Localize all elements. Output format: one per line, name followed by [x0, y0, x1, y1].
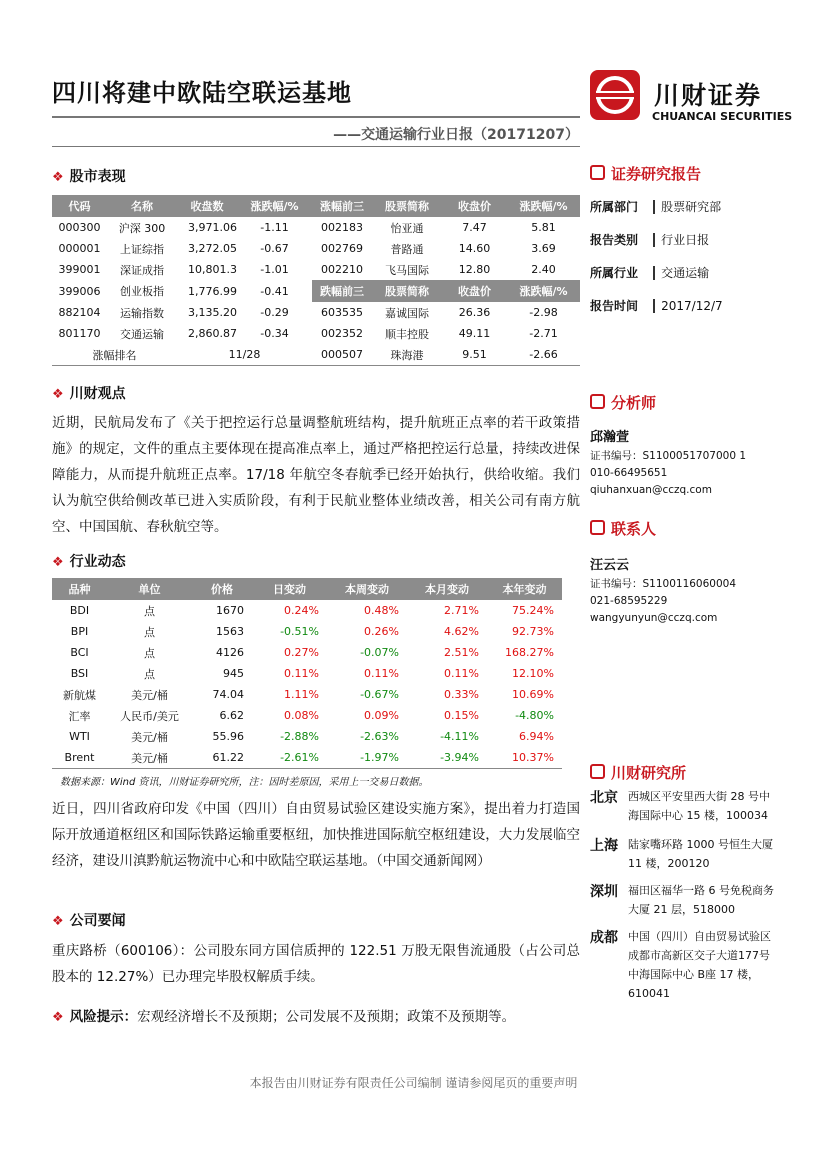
table-row — [52, 323, 580, 344]
info-value: 股票研究部 — [653, 200, 721, 214]
table-cell: 002210 — [321, 263, 363, 276]
page-subtitle: ——交通运输行业日报（20171207） — [333, 127, 579, 143]
table-cell: 0.26% — [364, 625, 399, 638]
rank-value: 11/28 — [228, 348, 261, 361]
analyst-phone: 010-66495651 — [590, 467, 668, 479]
title-divider — [52, 116, 580, 118]
table-cell: 美元/桶 — [131, 730, 168, 744]
table-cell: 14.60 — [458, 242, 491, 255]
table-row — [52, 600, 562, 621]
table-cell: 点 — [144, 667, 155, 681]
office-list — [590, 787, 795, 1003]
table-cell: 000300 — [58, 221, 101, 234]
table-cell: 002352 — [321, 327, 363, 340]
info-value: 行业日报 — [653, 233, 709, 247]
diamond-bullet-icon: ❖ — [52, 555, 64, 570]
table-cell: 0.24% — [284, 604, 319, 617]
rank-label: 涨幅排名 — [92, 348, 137, 362]
col-header: 本周变动 — [327, 578, 407, 600]
analyst-name: 邱瀚萱 — [590, 430, 630, 445]
table-cell: 75.24% — [512, 604, 554, 617]
col-header: 本月变动 — [407, 578, 487, 600]
table-cell: 1.11% — [284, 688, 319, 701]
contact-heading: 联系人 — [590, 518, 656, 539]
table-cell: 创业板指 — [120, 285, 164, 298]
col-header: 收盘数 — [177, 195, 237, 217]
diamond-bullet-icon: ❖ — [52, 387, 64, 402]
office-address: 中国（四川）自由贸易试验区 成都市高新区交子大道177号 中海国际中心 B座 17 楼， 610041 — [628, 930, 771, 1000]
office-address: 西城区平安里西大街 28 号中 海国际中心 15 楼，100034 — [628, 790, 770, 822]
table-cell: -2.71 — [529, 327, 558, 340]
col-header: 单位 — [107, 578, 192, 600]
table-cell: -0.67% — [360, 688, 399, 701]
table-cell: 3,135.20 — [188, 306, 237, 319]
table-cell: WTI — [69, 730, 90, 743]
section-industry-heading: ❖ 行业动态 — [52, 554, 126, 570]
info-row — [590, 196, 790, 229]
table-cell: 2.51% — [444, 646, 479, 659]
contact-cert: 证书编号：S1100116060004 — [590, 578, 737, 590]
table-cell: 801170 — [58, 327, 101, 340]
table-cell: 2.40 — [531, 263, 556, 276]
info-key: 所属部门 — [590, 200, 639, 214]
table-cell: -0.41 — [260, 284, 289, 298]
col-header: 涨跌幅/% — [507, 280, 580, 302]
risk-text: 宏观经济增长不及预期；公司发展不及预期；政策不及预期等。 — [137, 1009, 516, 1025]
table-cell: 399006 — [58, 284, 101, 298]
table-cell: 12.10% — [512, 667, 554, 680]
square-bullet-icon — [590, 764, 605, 779]
table-cell: 飞马国际 — [385, 263, 429, 277]
table-cell: BDI — [69, 604, 90, 617]
table-cell: -0.07% — [360, 646, 399, 659]
industry-table-header — [52, 578, 562, 600]
table-cell: 美元/桶 — [131, 751, 168, 765]
table-cell: 新航煤 — [63, 688, 96, 702]
table-cell: 10.69% — [512, 688, 554, 701]
table-cell: 3,272.05 — [188, 242, 237, 255]
table-cell: -2.88% — [280, 730, 319, 743]
table-cell: 0.11% — [284, 667, 319, 680]
office-city: 北京 — [590, 790, 618, 806]
market-table-header — [52, 195, 580, 217]
table-cell: 000001 — [58, 242, 101, 255]
table-cell: 沪深 300 — [118, 221, 166, 235]
table-cell: 普路通 — [390, 242, 424, 256]
table-cell: 92.73% — [512, 625, 554, 638]
table-cell: 002183 — [321, 221, 363, 234]
col-header: 本年变动 — [487, 578, 562, 600]
view-paragraph: 近期，民航局发布了《关于把控运行总量调整航班结构，提升航班正点率的若干政策措施》的规定，文件的重点主要体现在提高准点率上，通过严格把控运行总量，持续改进保障能力，从而提升航班正点率。17/18 年航空冬春航季已经开始执行，供给收缩。我们认为航空供给侧改革已进入实质阶段，有利于民航业整体业绩改善，相关公司有南方航空、中国国航、春秋航空等。 — [52, 415, 580, 535]
table-row — [52, 642, 562, 663]
table-row — [52, 684, 562, 705]
col-header: 涨幅前三 — [312, 195, 372, 217]
col-header: 代码 — [52, 195, 107, 217]
table-cell: 0.27% — [284, 646, 319, 659]
table-cell: 交通运输 — [120, 327, 164, 341]
table-row — [52, 217, 580, 238]
table-cell: -4.11% — [440, 730, 479, 743]
table-cell: 399001 — [58, 263, 101, 276]
col-header: 股票简称 — [372, 280, 442, 302]
square-bullet-icon — [590, 394, 605, 409]
table-row — [52, 705, 562, 726]
table-cell: 汇率 — [68, 709, 91, 723]
brand-name-en: CHUANCAI SECURITIES — [652, 110, 793, 123]
table-cell: 点 — [144, 604, 155, 618]
table-cell: 6.62 — [219, 709, 244, 722]
info-row — [590, 229, 790, 262]
contact-name: 汪云云 — [590, 558, 630, 573]
office-item — [590, 835, 795, 881]
col-header: 股票简称 — [372, 195, 442, 217]
table-row — [52, 259, 580, 280]
table-cell: BPI — [70, 625, 89, 638]
table-cell: -2.66 — [529, 348, 558, 361]
table-cell: 0.48% — [364, 604, 399, 617]
section-company-heading: ❖ 公司要闻 — [52, 913, 126, 929]
section-view-heading: ❖ 川财观点 — [52, 386, 126, 402]
office-address: 陆家嘴环路 1000 号恒生大厦 11 楼，200120 — [628, 838, 773, 870]
col-header: 收盘价 — [442, 280, 507, 302]
table-cell: -4.80% — [515, 709, 554, 722]
table-cell: 怡亚通 — [390, 221, 424, 235]
table-cell: 945 — [223, 667, 244, 680]
table-cell: 3.69 — [531, 242, 556, 255]
table-cell: 168.27% — [505, 646, 554, 659]
table-cell: Brent — [64, 751, 95, 764]
page-footer: 本报告由川财证券有限责任公司编制 谨请参阅尾页的重要声明 — [249, 1076, 578, 1090]
table-cell: BCI — [70, 646, 89, 659]
table-cell: 9.51 — [462, 348, 487, 361]
industry-paragraph: 近日，四川省政府印发《中国（四川）自由贸易试验区建设实施方案》，提出着力打造国际开放通道枢纽区和国际铁路运输重要枢纽，加快推进国际航空枢纽建设，大力发展临空经济，建设川滇黔航运物流中心和中欧陆空联运基地。（中国交通新闻网） — [52, 801, 580, 869]
table-cell: 4126 — [216, 646, 244, 659]
risk-line — [52, 1004, 580, 1031]
office-address: 福田区福华一路 6 号免税商务 大厦 21 层，518000 — [628, 884, 774, 916]
table-cell: 点 — [144, 625, 155, 639]
report-info-list — [590, 196, 790, 328]
table-cell: 74.04 — [212, 688, 244, 701]
contact-email[interactable]: wangyunyun@cczq.com — [590, 612, 718, 624]
table-cell: 1563 — [216, 625, 244, 638]
risk-label: 风险提示： — [69, 1009, 138, 1025]
table-cell: -2.61% — [280, 751, 319, 764]
table-cell: 5.81 — [531, 221, 556, 234]
table-cell: BSI — [70, 667, 89, 680]
table-cell: 882104 — [58, 306, 101, 319]
table-cell: 603535 — [321, 306, 363, 319]
analyst-heading: 分析师 — [590, 392, 656, 413]
table-cell: -2.63% — [360, 730, 399, 743]
table-cell: 7.47 — [462, 221, 487, 234]
data-source-note: 数据来源：Wind 资讯，川财证券研究所，注：因时差原因，采用上一交易日数据。 — [60, 777, 429, 788]
brand-logo-icon — [590, 70, 640, 120]
analyst-cert: 证书编号：S1100051707000 1 — [590, 450, 747, 462]
table-row — [52, 747, 562, 769]
table-cell: -0.51% — [280, 625, 319, 638]
table-cell: -2.98 — [529, 306, 558, 319]
table-cell: 珠海港 — [390, 348, 424, 362]
square-bullet-icon — [590, 165, 605, 180]
table-cell: 2,860.87 — [188, 327, 237, 340]
subtitle-divider — [52, 146, 580, 147]
table-row — [52, 663, 562, 684]
table-cell: 0.11% — [364, 667, 399, 680]
col-header: 收盘价 — [442, 195, 507, 217]
table-cell: 人民币/美元 — [120, 709, 179, 723]
analyst-block — [590, 428, 790, 499]
table-cell: -0.34 — [260, 327, 289, 340]
table-cell: -1.97% — [360, 751, 399, 764]
table-cell: 顺丰控股 — [385, 327, 429, 341]
table-cell: 000507 — [321, 348, 363, 361]
table-row — [52, 302, 580, 323]
table-cell: 点 — [144, 646, 155, 660]
col-header: 跌幅前三 — [312, 280, 372, 302]
table-cell: 美元/桶 — [131, 688, 168, 702]
table-cell: 0.33% — [444, 688, 479, 701]
industry-table — [52, 578, 562, 769]
info-key: 报告类别 — [590, 233, 639, 247]
table-cell: 0.08% — [284, 709, 319, 722]
company-paragraph: 重庆路桥（600106）：公司股东同方国信质押的 122.51 万股无限售流通股（占公司总股本的 12.27%）已办理完毕股权解质手续。 — [52, 943, 580, 985]
col-header: 价格 — [192, 578, 252, 600]
table-cell: 0.11% — [444, 667, 479, 680]
office-item — [590, 927, 795, 1003]
table-cell: 12.80 — [458, 263, 491, 276]
table-cell: 运输指数 — [120, 306, 164, 320]
table-row — [52, 621, 562, 642]
table-cell: 10.37% — [512, 751, 554, 764]
table-cell: 3,971.06 — [188, 221, 237, 234]
contact-phone: 021-68595229 — [590, 595, 668, 607]
info-row — [590, 262, 790, 295]
col-header: 品种 — [52, 578, 107, 600]
office-city: 成都 — [590, 930, 618, 946]
office-city: 深圳 — [590, 884, 618, 900]
diamond-bullet-icon: ❖ — [52, 170, 64, 185]
table-cell: -1.11 — [260, 221, 289, 234]
table-cell: 1,776.99 — [188, 284, 237, 298]
col-header: 日变动 — [252, 578, 327, 600]
table-cell: 55.96 — [212, 730, 244, 743]
table-cell: 2.71% — [444, 604, 479, 617]
table-cell: 深证成指 — [120, 263, 164, 277]
table-row — [52, 238, 580, 259]
table-cell: -1.01 — [260, 263, 289, 276]
contact-block — [590, 556, 790, 627]
table-cell: 002769 — [321, 242, 363, 255]
diamond-bullet-icon: ❖ — [52, 914, 64, 929]
info-key: 报告时间 — [590, 299, 639, 313]
office-item — [590, 881, 795, 927]
table-row — [52, 726, 562, 747]
table-row — [52, 280, 580, 302]
square-bullet-icon — [590, 520, 605, 535]
office-item — [590, 787, 795, 835]
analyst-email[interactable]: qiuhanxuan@cczq.com — [590, 484, 712, 496]
info-row — [590, 295, 790, 328]
table-cell: 10,801.3 — [188, 263, 237, 276]
diamond-bullet-icon: ❖ — [52, 1010, 64, 1025]
table-cell: 0.09% — [364, 709, 399, 722]
table-cell: -3.94% — [440, 751, 479, 764]
report-title-heading: 证券研究报告 — [590, 163, 701, 184]
section-market-heading: ❖ 股市表现 — [52, 169, 126, 185]
table-cell: 嘉诚国际 — [385, 306, 429, 320]
brand-name-cn: 川财证券 — [654, 81, 763, 110]
table-cell: -0.29 — [260, 306, 289, 319]
institute-heading: 川财研究所 — [590, 762, 686, 783]
info-value: 交通运输 — [653, 266, 709, 280]
table-cell: 61.22 — [212, 751, 244, 764]
col-header: 涨跌幅/% — [507, 195, 580, 217]
table-row — [52, 344, 580, 366]
table-cell: -0.67 — [260, 242, 289, 255]
table-cell: 4.62% — [444, 625, 479, 638]
table-cell: 49.11 — [458, 327, 491, 340]
info-key: 所属行业 — [590, 266, 639, 280]
table-cell: 26.36 — [458, 306, 491, 319]
page-title: 四川将建中欧陆空联运基地 — [52, 79, 352, 107]
table-cell: 上证综指 — [120, 242, 164, 256]
table-cell: 6.94% — [519, 730, 554, 743]
col-header: 涨跌幅/% — [237, 195, 312, 217]
office-city: 上海 — [590, 838, 618, 854]
market-table — [52, 195, 580, 366]
col-header: 名称 — [107, 195, 177, 217]
info-value: 2017/12/7 — [653, 299, 723, 313]
table-cell: 0.15% — [444, 709, 479, 722]
table-cell: 1670 — [216, 604, 244, 617]
